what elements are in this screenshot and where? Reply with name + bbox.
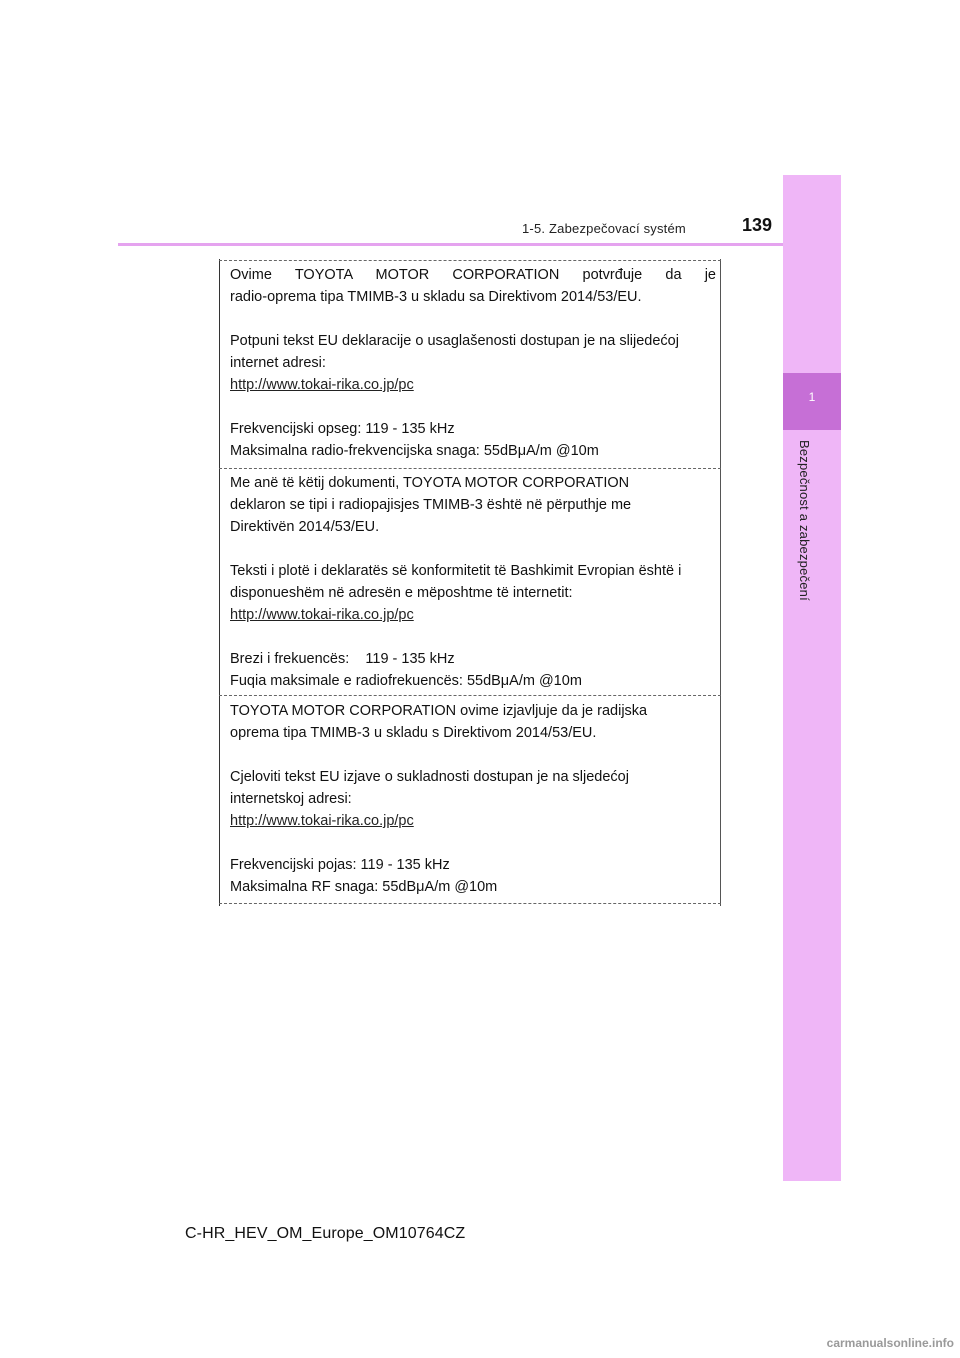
declaration-block-1 xyxy=(230,264,716,462)
declaration-text-line: Brezi i frekuencës: 119 - 135 kHz xyxy=(230,651,455,667)
declaration-block-2 xyxy=(230,472,716,692)
declaration-text-line: Frekvencijski pojas: 119 - 135 kHz xyxy=(230,857,450,873)
chapter-side-tab xyxy=(783,175,841,1181)
declaration-link[interactable]: http://www.tokai-rika.co.jp/pc xyxy=(230,607,414,623)
declaration-text-line: oprema tipa TMIMB-3 u skladu s Direktivom 2014/53/EU. xyxy=(230,725,597,741)
page-number: 139 xyxy=(742,215,773,235)
declaration-text-line: Cjeloviti tekst EU izjave o sukladnosti dostupan je na sljedećoj xyxy=(230,769,629,785)
chapter-number-tab: 1 xyxy=(783,373,841,430)
declaration-text-line: Ovime TOYOTA MOTOR CORPORATION potvrđuje da je xyxy=(230,267,716,283)
document-code: C-HR_HEV_OM_Europe_OM10764CZ xyxy=(185,1225,466,1242)
box-bottom-rule xyxy=(219,903,721,904)
declaration-block-3 xyxy=(230,700,716,898)
declaration-text-line: Potpuni tekst EU deklaracije o usaglašenosti dostupan je na slijedećoj xyxy=(230,333,679,349)
declaration-text-line: Me anë të këtij dokumenti, TOYOTA MOTOR CORPORATION xyxy=(230,475,630,491)
declaration-text-line: disponueshëm në adresën e mëposhtme të internetit: xyxy=(230,585,573,601)
declaration-text-line: deklaron se tipi i radiopajisjes TMIMB-3 është në përputhje me xyxy=(230,497,632,513)
declaration-text-line: Maksimalna radio-frekvencijska snaga: 55dBμA/m @10m xyxy=(230,443,599,459)
declaration-text-line: Direktivën 2014/53/EU. xyxy=(230,519,380,535)
declaration-text-line: radio-oprema tipa TMIMB-3 u skladu sa Direktivom 2014/53/EU. xyxy=(230,289,642,305)
section-title: 1-5. Zabezpečovací systém xyxy=(522,221,686,236)
watermark: carmanualsonline.info xyxy=(826,1336,954,1350)
declaration-text-line: Frekvencijski opseg: 119 - 135 kHz xyxy=(230,421,455,437)
declaration-link[interactable]: http://www.tokai-rika.co.jp/pc xyxy=(230,377,414,393)
declaration-text-line: internet adresi: xyxy=(230,355,326,371)
declaration-text-line: Fuqia maksimale e radiofrekuencës: 55dBμA/m @10m xyxy=(230,673,582,689)
section-divider xyxy=(219,468,721,469)
header-divider xyxy=(118,243,841,246)
declaration-text-line: Maksimalna RF snaga: 55dBμA/m @10m xyxy=(230,879,498,895)
declaration-text-line: Teksti i plotë i deklaratës së konformitetit të Bashkimit Evropian është i xyxy=(230,563,682,579)
section-divider xyxy=(219,695,721,696)
declaration-text-line: internetskoj adresi: xyxy=(230,791,352,807)
declaration-text-line: TOYOTA MOTOR CORPORATION ovime izjavljuje da je radijska xyxy=(230,703,648,719)
box-top-rule xyxy=(219,260,721,261)
chapter-title: Bezpečnost a zabezpečení xyxy=(797,440,812,601)
declaration-link[interactable]: http://www.tokai-rika.co.jp/pc xyxy=(230,813,414,829)
